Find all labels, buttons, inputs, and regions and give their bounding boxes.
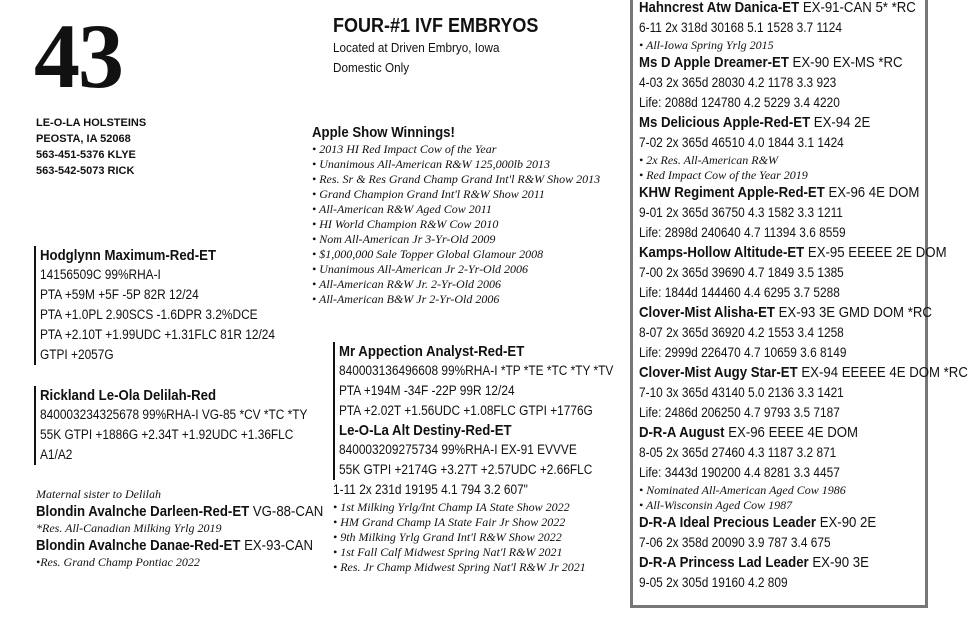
animal-name: KHW Regiment Apple-Red-ET <box>639 184 825 201</box>
animal-note: • All-Wisconsin Aged Cow 1987 <box>639 498 793 512</box>
record-line: Life: 2898d 240640 4.7 11394 3.6 8559 <box>639 225 846 240</box>
lot-title: FOUR-#1 IVF EMBRYOS <box>333 15 539 37</box>
dam-line: 840003234325678 99%RHA-I VG-85 *CV *TC *TY <box>40 407 308 422</box>
list-item: • HM Grand Champ IA State Fair Jr Show 2022 <box>333 515 566 529</box>
animal-classification: EX-90 2E <box>819 514 877 531</box>
animal-note: • Red Impact Cow of the Year 2019 <box>639 168 808 182</box>
animal-note: •Res. Grand Champ Pontiac 2022 <box>36 555 200 569</box>
list-item: • 1st Fall Calf Midwest Spring Nat'l R&W 2021 <box>333 545 563 559</box>
dam-block <box>34 386 330 465</box>
record-line: 9-05 2x 305d 19160 4.2 809 <box>639 575 788 590</box>
animal-name: Blondin Avalnche Danae-Red-ET <box>36 537 241 554</box>
animal-name: Ms D Apple Dreamer-ET <box>639 54 789 71</box>
animal-name: Hahncrest Atw Danica-ET <box>639 0 800 16</box>
pedigree-animal <box>639 303 932 323</box>
destiny-winnings-list <box>333 500 633 575</box>
animal-classification: EX-93 3E GMD DOM *RC <box>778 304 932 321</box>
animal-line: 55K GTPI +2174G +3.27T +2.57UDC +2.66FLC <box>339 462 593 477</box>
animal-note: • Nominated All-American Aged Cow 1986 <box>639 483 846 497</box>
record-line: Life: 2999d 226470 4.7 10659 3.6 8149 <box>639 345 847 360</box>
record-line: Life: 2486d 206250 4.7 9793 3.5 7187 <box>639 405 840 420</box>
pedigree-animal <box>36 502 324 521</box>
list-item: • Res. Jr Champ Midwest Spring Nat'l R&W Jr 2021 <box>333 560 586 574</box>
animal-classification: EX-94 2E <box>813 114 871 131</box>
record-line: Life: 1844d 144460 4.4 6295 3.7 5288 <box>639 285 840 300</box>
consigner-name: LE-O-LA HOLSTEINS <box>36 117 147 129</box>
pedigree-animal <box>639 0 916 18</box>
record-line: 8-05 2x 365d 27460 4.3 1187 3.2 871 <box>639 445 837 460</box>
record-line: 4-03 2x 365d 28030 4.2 1178 3.3 923 <box>639 75 837 90</box>
header-line: Domestic Only <box>333 60 410 75</box>
list-item: • Unanimous All-American Jr 2-Yr-Old 2006 <box>312 262 529 276</box>
animal-line: PTA +194M -34F -22P 99R 12/24 <box>339 383 515 398</box>
pedigree-animal <box>36 536 314 555</box>
consigner-phone: 563-451-5376 KLYE <box>36 149 136 161</box>
consigner-phone: 563-542-5073 RICK <box>36 165 135 177</box>
maternal-note: Maternal sister to Delilah <box>36 487 161 501</box>
record-line: 6-11 2x 318d 30168 5.1 1528 3.7 1124 <box>639 20 843 35</box>
record-line: Life: 2088d 124780 4.2 5229 3.4 4220 <box>639 95 840 110</box>
sire-line: PTA +1.0PL 2.90SCS -1.6DPR 3.2%DCE <box>40 307 258 322</box>
animal-line: 840003209275734 99%RHA-I EX-91 EVVVE <box>339 442 577 457</box>
list-item: • All-American R&W Aged Cow 2011 <box>312 202 492 216</box>
record-line: 8-07 2x 365d 36920 4.2 1553 3.4 1258 <box>639 325 844 340</box>
animal-name: Ms Delicious Apple-Red-ET <box>639 114 811 131</box>
animal-classification: VG-88-CAN <box>252 503 324 520</box>
pedigree-animal <box>639 513 891 533</box>
sire-line: PTA +59M +5F -5P 82R 12/24 <box>40 287 199 302</box>
animal-name: Clover-Mist Augy Star-ET <box>639 364 798 381</box>
consigner-city: PEOSTA, IA 52068 <box>36 133 131 145</box>
pedigree-animal <box>639 113 891 133</box>
dam-line: A1/A2 <box>40 447 73 462</box>
animal-line: 1-11 2x 231d 19195 4.1 794 3.2 607" <box>333 482 528 497</box>
sire-block <box>34 246 330 365</box>
list-item: • 2013 HI Red Impact Cow of the Year <box>312 142 497 156</box>
animal-note: *Res. All-Canadian Milking Yrlg 2019 <box>36 521 222 535</box>
animal-classification: EX-94 EEEEE 4E DOM *RC <box>801 364 968 381</box>
animal-name: D-R-A August <box>639 424 725 441</box>
lot-header <box>333 14 623 78</box>
pedigree-animal <box>639 243 947 263</box>
apple-list <box>312 142 632 307</box>
animal-name: Mr Appection Analyst-Red-ET <box>339 343 525 360</box>
animal-classification: EX-91-CAN 5* *RC <box>802 0 916 16</box>
consigner-info <box>36 115 236 179</box>
animal-name: D-R-A Princess Lad Leader <box>639 554 809 571</box>
animal-name: D-R-A Ideal Precious Leader <box>639 514 817 531</box>
animal-classification: EX-90 3E <box>812 554 869 571</box>
destiny-pedigree-block <box>333 342 633 575</box>
list-item: • $1,000,000 Sale Topper Global Glamour 2008 <box>312 247 544 261</box>
animal-note: • 2x Res. All-American R&W <box>639 153 778 167</box>
record-line: 7-02 2x 365d 46510 4.0 1844 3.1 1424 <box>639 135 844 150</box>
record-line: 7-10 3x 365d 43140 5.0 2136 3.3 1421 <box>639 385 844 400</box>
animal-name: Clover-Mist Alisha-ET <box>639 304 775 321</box>
pedigree-box <box>630 0 968 608</box>
list-item: • 1st Milking Yrlg/Int Champ IA State Show 2022 <box>333 500 570 514</box>
apple-heading: Apple Show Winnings! <box>312 124 455 141</box>
record-line: 7-00 2x 365d 39690 4.7 1849 3.5 1385 <box>639 265 844 280</box>
dam-name: Rickland Le-Ola Delilah-Red <box>40 387 217 404</box>
animal-name: Le-O-La Alt Destiny-Red-ET <box>339 422 512 439</box>
animal-classification: EX-93-CAN <box>244 537 314 554</box>
animal-note: • All-Iowa Spring Yrlg 2015 <box>639 38 774 52</box>
animal-name: Kamps-Hollow Altitude-ET <box>639 244 805 261</box>
list-item: • 9th Milking Yrlg Grand Int'l R&W Show 2022 <box>333 530 562 544</box>
list-item: • All-American R&W Jr. 2-Yr-Old 2006 <box>312 277 502 291</box>
animal-line: PTA +2.02T +1.56UDC +1.08FLC GTPI +1776G <box>339 403 593 418</box>
sire-name: Hodglynn Maximum-Red-ET <box>40 247 217 264</box>
record-line: 7-06 2x 358d 20090 3.9 787 3.4 675 <box>639 535 831 550</box>
dam-line: 55K GTPI +1886G +2.34T +1.92UDC +1.36FLC <box>40 427 294 442</box>
record-line: Life: 3443d 190200 4.4 8281 3.3 4457 <box>639 465 840 480</box>
animal-line: 840003136496608 99%RHA-I *TP *TE *TC *TY *TV <box>339 363 614 378</box>
pedigree-animal <box>639 553 891 573</box>
apple-show-winnings <box>312 124 632 307</box>
maternal-sister-block <box>36 487 326 570</box>
sire-line: GTPI +2057G <box>40 347 114 362</box>
list-item: • All-American B&W Jr 2-Yr-Old 2006 <box>312 292 500 306</box>
animal-name: Blondin Avalnche Darleen-Red-ET <box>36 503 250 520</box>
animal-classification: EX-96 4E DOM <box>828 184 920 201</box>
pedigree-animal <box>639 53 903 73</box>
pedigree-animal <box>639 183 920 203</box>
pedigree-animal <box>639 363 968 383</box>
lot-number: 43 <box>34 5 122 107</box>
list-item: • Nom All-American Jr 3-Yr-Old 2009 <box>312 232 496 246</box>
sire-line: 14156509C 99%RHA-I <box>40 267 161 282</box>
list-item: • HI World Champion R&W Cow 2010 <box>312 217 499 231</box>
animal-classification: EX-95 EEEEE 2E DOM <box>807 244 947 261</box>
animal-classification: EX-90 EX-MS *RC <box>792 54 903 71</box>
list-item: • Unanimous All-American R&W 125,000lb 2013 <box>312 157 550 171</box>
record-line: 9-01 2x 365d 36750 4.3 1582 3.3 1211 <box>639 205 843 220</box>
pedigree-animal <box>639 423 891 443</box>
list-item: • Res. Sr & Res Grand Champ Grand Int'l R&W Show 2013 <box>312 172 601 186</box>
sire-line: PTA +2.10T +1.99UDC +1.31FLC 81R 12/24 <box>40 327 276 342</box>
animal-classification: EX-96 EEEE 4E DOM <box>728 424 859 441</box>
list-item: • Grand Champion Grand Int'l R&W Show 2011 <box>312 187 545 201</box>
header-line: Located at Driven Embryo, Iowa <box>333 40 500 55</box>
